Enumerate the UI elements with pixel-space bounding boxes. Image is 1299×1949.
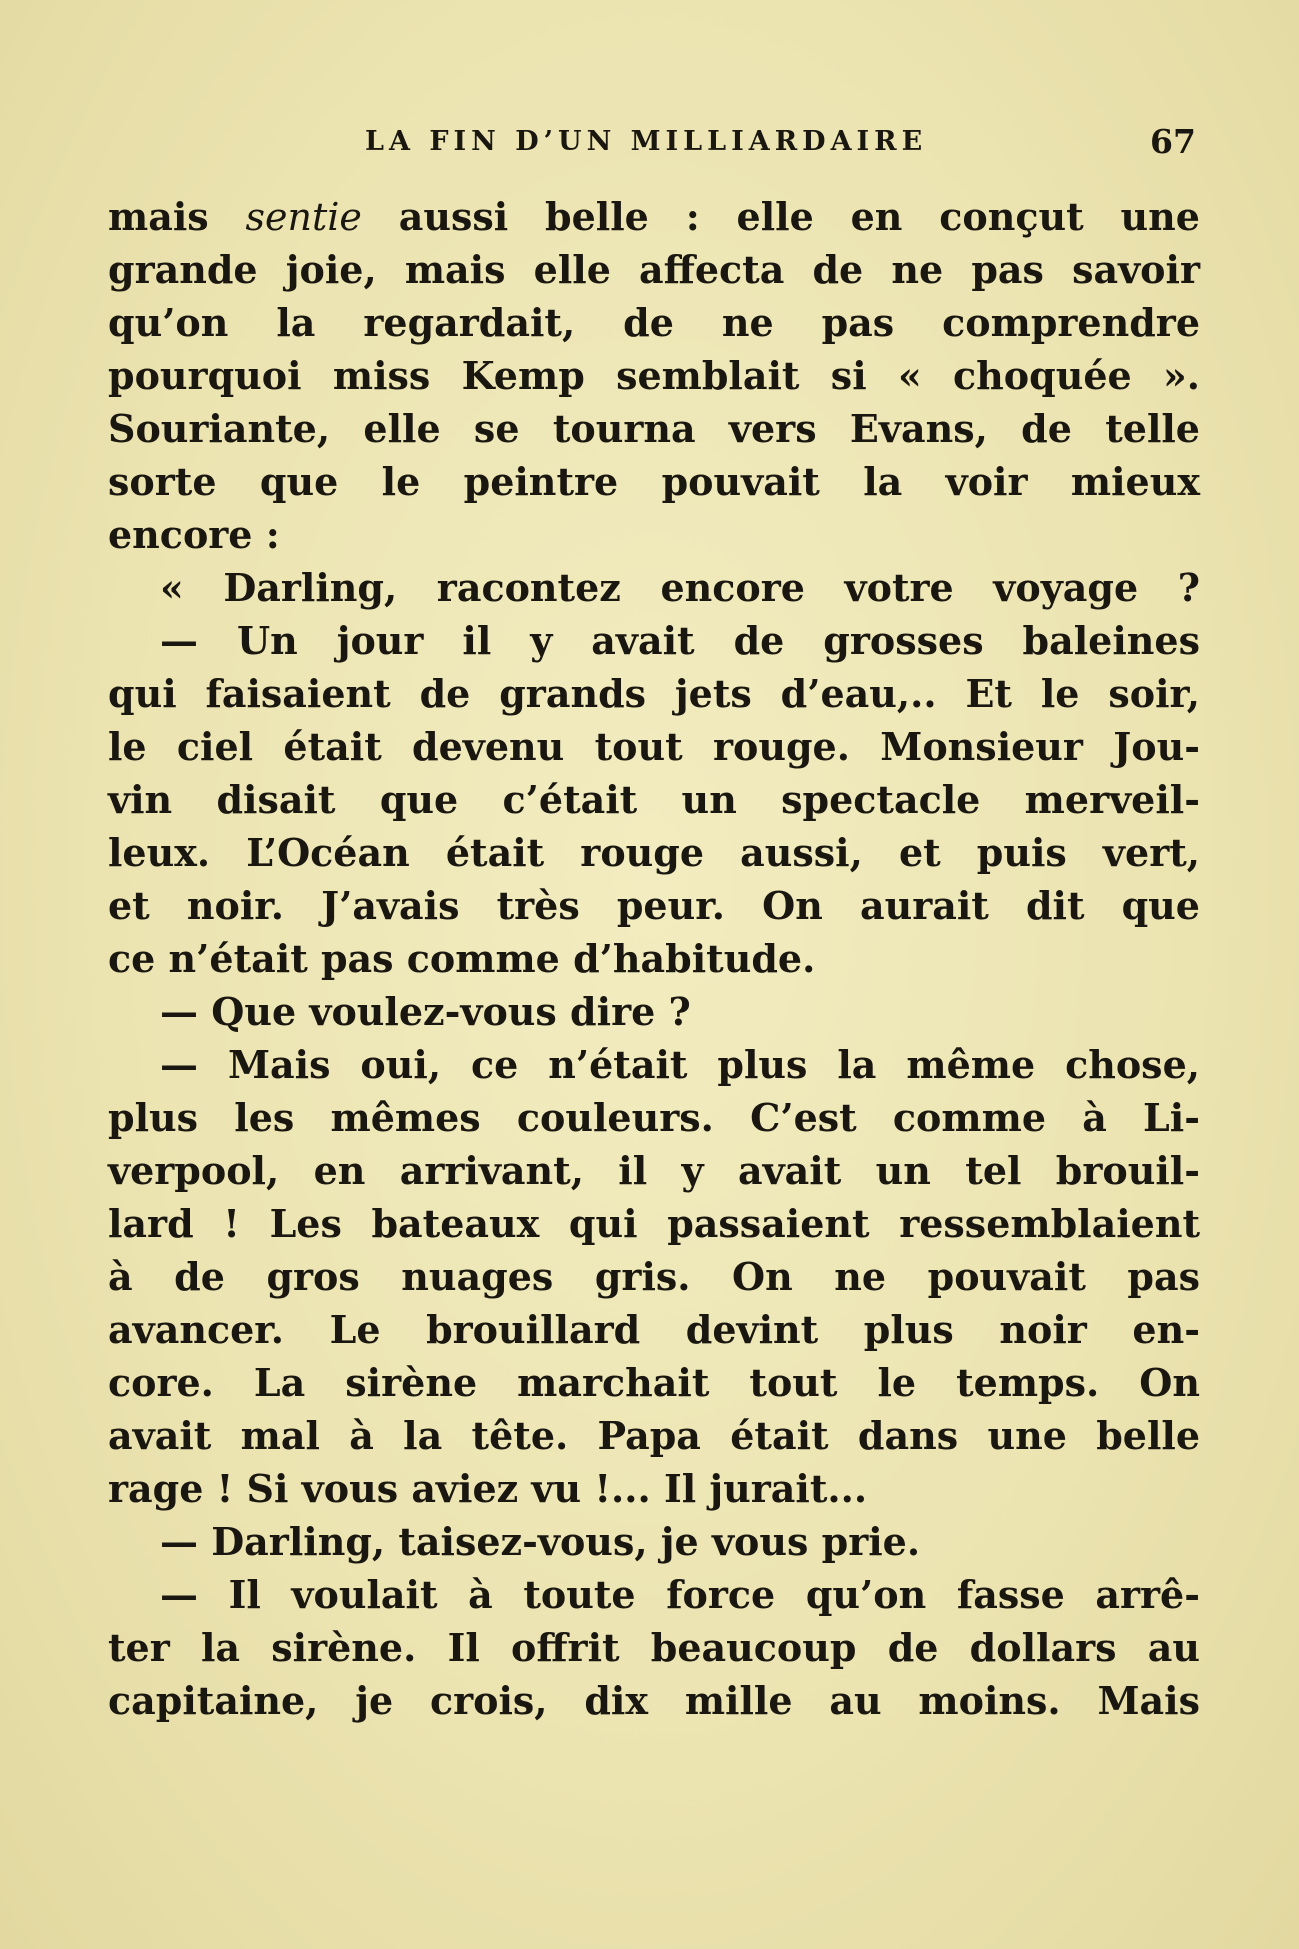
- text-line-5: Souriante, elle se tourna vers Evans, de telle: [108, 406, 1200, 451]
- text-line-10: qui faisaient de grands jets d’eau,.. Et le soir,: [108, 671, 1200, 716]
- text-line-16: — Que voulez-vous dire ?: [160, 989, 691, 1034]
- text-line-28: ter la sirène. Il offrit beaucoup de dollars au: [108, 1625, 1200, 1670]
- text-line-27: — Il voulait à toute force qu’on fasse arrê-: [160, 1572, 1200, 1617]
- text-line-15: ce n’était pas comme d’habitude.: [108, 936, 816, 981]
- text-line-17: — Mais oui, ce n’était plus la même chose,: [160, 1042, 1200, 1087]
- italic-word: sentie: [245, 195, 362, 239]
- text-line-13: leux. L’Océan était rouge aussi, et puis vert,: [108, 830, 1200, 875]
- text-line-6: sorte que le peintre pouvait la voir mieux: [108, 459, 1200, 504]
- text-line-3: qu’on la regardait, de ne pas comprendre: [108, 300, 1200, 345]
- running-head: [0, 122, 1299, 162]
- text-line-12: vin disait que c’était un spectacle merveil-: [108, 777, 1200, 822]
- text-line-1: mais sentie aussi belle : elle en conçut une: [108, 194, 1200, 239]
- page-number: 67: [1150, 122, 1196, 161]
- text-line-8: « Darling, racontez encore votre voyage ?: [160, 565, 1200, 610]
- text-line-11: le ciel était devenu tout rouge. Monsieur Jou-: [108, 724, 1200, 769]
- text-line-26: — Darling, taisez-vous, je vous prie.: [160, 1519, 921, 1564]
- text-line-7: encore :: [108, 512, 280, 557]
- text-line-2: grande joie, mais elle affecta de ne pas savoir: [108, 247, 1200, 292]
- text-line-24: avait mal à la tête. Papa était dans une belle: [108, 1413, 1200, 1458]
- text-line-23: core. La sirène marchait tout le temps. On: [108, 1360, 1200, 1405]
- text-line-29: capitaine, je crois, dix mille au moins. Mais: [108, 1678, 1200, 1723]
- text-line-4: pourquoi miss Kemp semblait si « choquée ».: [108, 353, 1200, 398]
- text-line-25: rage ! Si vous aviez vu !... Il jurait...: [108, 1466, 868, 1511]
- text-line-22: avancer. Le brouillard devint plus noir en-: [108, 1307, 1200, 1352]
- body-text: [108, 190, 1200, 1727]
- text-line-20: lard ! Les bateaux qui passaient ressemblaient: [108, 1201, 1200, 1246]
- text-line-21: à de gros nuages gris. On ne pouvait pas: [108, 1254, 1200, 1299]
- running-title: LA FIN D’UN MILLIARDAIRE: [365, 126, 928, 157]
- text-line-18: plus les mêmes couleurs. C’est comme à Li-: [108, 1095, 1200, 1140]
- text-line-19: verpool, en arrivant, il y avait un tel brouil-: [108, 1148, 1200, 1193]
- text-line-14: et noir. J’avais très peur. On aurait dit que: [108, 883, 1200, 928]
- text-line-9: — Un jour il y avait de grosses baleines: [160, 618, 1200, 663]
